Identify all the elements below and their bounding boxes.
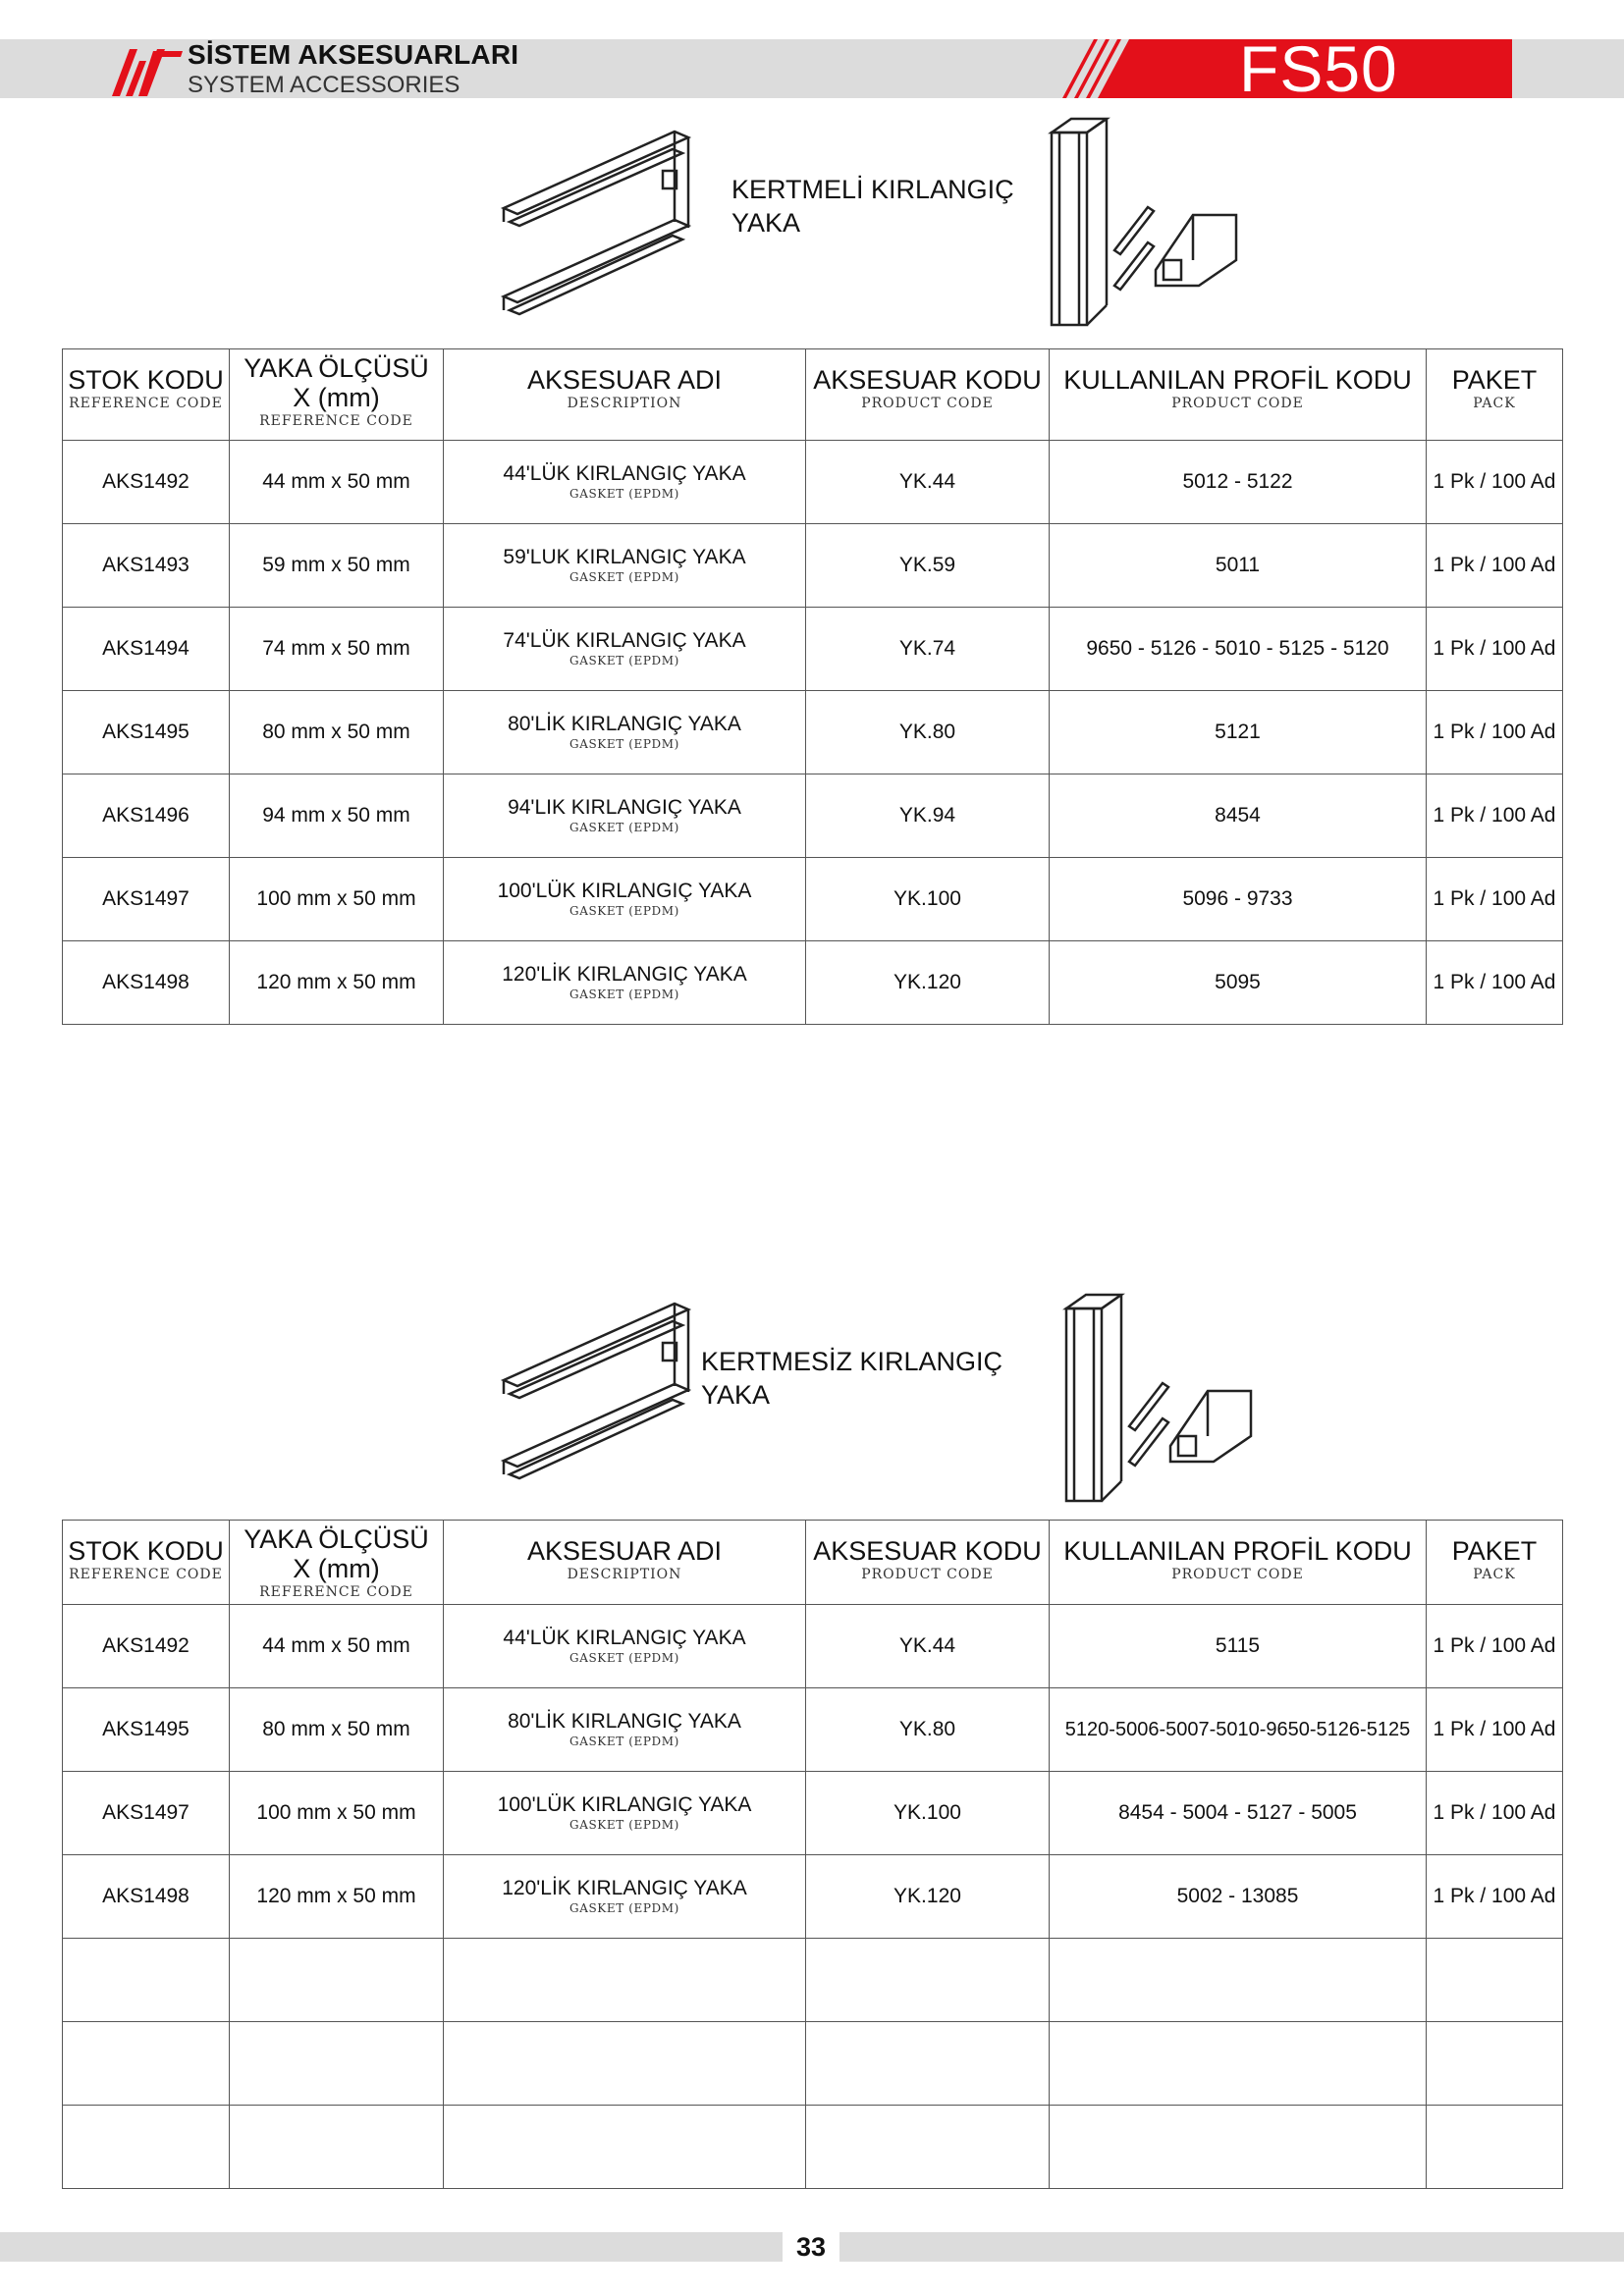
pack: 1 Pk / 100 Ad (1427, 608, 1563, 691)
stock-code: AKS1494 (63, 608, 230, 691)
col-profile-header: KULLANILAN PROFİL KODU PRODUCT CODE (1050, 349, 1427, 441)
product-code: YK.120 (806, 1855, 1050, 1939)
col-size-header: YAKA ÖLÇÜSÜ X (mm) REFERENCE CODE (230, 1521, 444, 1605)
product-code: YK.100 (806, 858, 1050, 941)
gasket-drawing-1 (496, 128, 692, 329)
table-header-row (63, 1521, 1563, 1605)
pack: 1 Pk / 100 Ad (1427, 691, 1563, 774)
pack: 1 Pk / 100 Ad (1427, 524, 1563, 608)
product-code: YK.100 (806, 1772, 1050, 1855)
table-row (63, 1605, 1563, 1688)
brand-logo-icon (110, 39, 185, 98)
profile-codes: 5121 (1050, 691, 1427, 774)
profile-codes: 5120-5006-5007-5010-9650-5126-5125 (1050, 1688, 1427, 1772)
col-name-header: AKSESUAR ADI DESCRIPTION (444, 349, 806, 441)
product-code: YK.74 (806, 608, 1050, 691)
size: 94 mm x 50 mm (230, 774, 444, 858)
profile-codes: 5095 (1050, 941, 1427, 1025)
section-1-title: KERTMELİ KIRLANGIÇ YAKA (731, 175, 1014, 238)
profile-codes: 8454 - 5004 - 5127 - 5005 (1050, 1772, 1427, 1855)
stock-code: AKS1492 (63, 441, 230, 524)
product-code: YK.120 (806, 941, 1050, 1025)
stock-code: AKS1495 (63, 691, 230, 774)
col-name-header: AKSESUAR ADI DESCRIPTION (444, 1521, 806, 1605)
product-code: YK.44 (806, 441, 1050, 524)
profile-drawing-2 (1060, 1289, 1262, 1507)
table-header-row (63, 349, 1563, 441)
size: 120 mm x 50 mm (230, 1855, 444, 1939)
size: 74 mm x 50 mm (230, 608, 444, 691)
pack: 1 Pk / 100 Ad (1427, 1855, 1563, 1939)
col-stock-header: STOK KODU REFERENCE CODE (63, 1521, 230, 1605)
col-pack-header: PAKET PACK (1427, 349, 1563, 441)
table-row (63, 774, 1563, 858)
table-row (63, 524, 1563, 608)
size: 100 mm x 50 mm (230, 1772, 444, 1855)
profile-codes: 9650 - 5126 - 5010 - 5125 - 5120 (1050, 608, 1427, 691)
size: 44 mm x 50 mm (230, 1605, 444, 1688)
header-title-en: SYSTEM ACCESSORIES (188, 72, 460, 98)
stock-code: AKS1498 (63, 941, 230, 1025)
description: 120'LİK KIRLANGIÇ YAKA GASKET (EPDM) (444, 941, 806, 1025)
empty-row (63, 2022, 1563, 2106)
description: 120'LİK KIRLANGIÇ YAKA GASKET (EPDM) (444, 1855, 806, 1939)
col-profile-header: KULLANILAN PROFİL KODU PRODUCT CODE (1050, 1521, 1427, 1605)
table-row (63, 1855, 1563, 1939)
table-row (63, 608, 1563, 691)
product-code: YK.94 (806, 774, 1050, 858)
size: 100 mm x 50 mm (230, 858, 444, 941)
description: 74'LÜK KIRLANGIÇ YAKA GASKET (EPDM) (444, 608, 806, 691)
stock-code: AKS1496 (63, 774, 230, 858)
profile-codes: 5002 - 13085 (1050, 1855, 1427, 1939)
table-row (63, 1688, 1563, 1772)
description: 80'LİK KIRLANGIÇ YAKA GASKET (EPDM) (444, 691, 806, 774)
description: 100'LÜK KIRLANGIÇ YAKA GASKET (EPDM) (444, 1772, 806, 1855)
stock-code: AKS1492 (63, 1605, 230, 1688)
stock-code: AKS1498 (63, 1855, 230, 1939)
table-row (63, 1772, 1563, 1855)
stock-code: AKS1495 (63, 1688, 230, 1772)
accessory-table-1 (62, 348, 1563, 1025)
pack: 1 Pk / 100 Ad (1427, 941, 1563, 1025)
col-size-header: YAKA ÖLÇÜSÜ X (mm) REFERENCE CODE (230, 349, 444, 441)
header-title-tr: SİSTEM AKSESUARLARI (188, 39, 519, 70)
description: 100'LÜK KIRLANGIÇ YAKA GASKET (EPDM) (444, 858, 806, 941)
size: 80 mm x 50 mm (230, 691, 444, 774)
pack: 1 Pk / 100 Ad (1427, 1772, 1563, 1855)
col-stock-header: STOK KODU REFERENCE CODE (63, 349, 230, 441)
col-code-header: AKSESUAR KODU PRODUCT CODE (806, 349, 1050, 441)
empty-row (63, 2106, 1563, 2189)
stock-code: AKS1493 (63, 524, 230, 608)
description: 44'LÜK KIRLANGIÇ YAKA GASKET (EPDM) (444, 1605, 806, 1688)
description: 94'LIK KIRLANGIÇ YAKA GASKET (EPDM) (444, 774, 806, 858)
product-code: YK.80 (806, 691, 1050, 774)
profile-codes: 5096 - 9733 (1050, 858, 1427, 941)
size: 44 mm x 50 mm (230, 441, 444, 524)
series-label: FS50 (1239, 32, 1398, 105)
table-row (63, 691, 1563, 774)
col-pack-header: PAKET PACK (1427, 1521, 1563, 1605)
size: 80 mm x 50 mm (230, 1688, 444, 1772)
stock-code: AKS1497 (63, 1772, 230, 1855)
gasket-drawing-2 (496, 1298, 692, 1494)
product-code: YK.44 (806, 1605, 1050, 1688)
size: 59 mm x 50 mm (230, 524, 444, 608)
size: 120 mm x 50 mm (230, 941, 444, 1025)
section-2-title: KERTMESİZ KIRLANGIÇ YAKA (701, 1347, 1003, 1410)
profile-codes: 8454 (1050, 774, 1427, 858)
profile-codes: 5012 - 5122 (1050, 441, 1427, 524)
profile-codes: 5115 (1050, 1605, 1427, 1688)
pack: 1 Pk / 100 Ad (1427, 1688, 1563, 1772)
stock-code: AKS1497 (63, 858, 230, 941)
col-code-header: AKSESUAR KODU PRODUCT CODE (806, 1521, 1050, 1605)
product-code: YK.59 (806, 524, 1050, 608)
table-row (63, 941, 1563, 1025)
pack: 1 Pk / 100 Ad (1427, 858, 1563, 941)
accessory-table-2 (62, 1520, 1563, 2189)
table-row (63, 441, 1563, 524)
description: 80'LİK KIRLANGIÇ YAKA GASKET (EPDM) (444, 1688, 806, 1772)
table-row (63, 858, 1563, 941)
product-code: YK.80 (806, 1688, 1050, 1772)
pack: 1 Pk / 100 Ad (1427, 441, 1563, 524)
description: 44'LÜK KIRLANGIÇ YAKA GASKET (EPDM) (444, 441, 806, 524)
pack: 1 Pk / 100 Ad (1427, 774, 1563, 858)
description: 59'LUK KIRLANGIÇ YAKA GASKET (EPDM) (444, 524, 806, 608)
pack: 1 Pk / 100 Ad (1427, 1605, 1563, 1688)
profile-codes: 5011 (1050, 524, 1427, 608)
profile-drawing-1 (1046, 113, 1247, 331)
page-number: 33 (783, 2228, 839, 2266)
empty-row (63, 1939, 1563, 2022)
